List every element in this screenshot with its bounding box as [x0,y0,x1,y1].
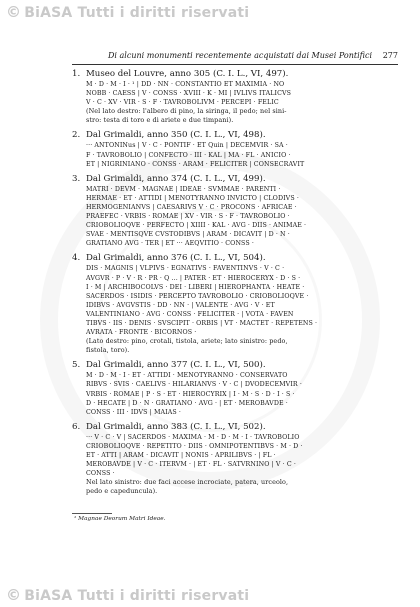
inscription-line: DIS · MAGNIS | VLPIVS · EGNATIVS · FAVENTINVS · V · C · [86,265,285,273]
header-rule [72,64,398,65]
inscription-line: CRIOBOLIOQVE · PERFECTO | XIIII · KAL · AVG · DIIS · ANIMAE · [86,222,307,230]
inscription-line: Nel lato sinistro: due faci accese incrociate, patera, urceolo, [86,478,289,487]
entry-heading [72,360,398,371]
inscription-line: VALENTINIANO · AVG · CONSS · FELICITER · | VOTA · FAVEN [86,310,294,318]
entry-title: Dal Grimaldi, anno 383 (C. I. L., VI, 502). [86,421,266,432]
inscription-line: stro: testa di toro e di ariete e due timpani). [86,116,234,125]
entry-heading [72,130,398,141]
copyright-icon: © [6,3,22,21]
entry-heading [72,422,398,433]
entry-heading [72,174,398,185]
inscription-line: ET | NIGRINIANO · CONSS · ARAM · FELICITER | CONSECRAVIT [86,160,305,168]
inscription-line: HERMOGENIANVS | CAESARIVS V · C · PROCONS · AFRICAE · [86,203,297,211]
entry-number: 3. [72,173,81,184]
inscription-line: I · M | ARCHIBOCOLVS · DEI · LIBERI | HIEROPHANTA · HEATE · [86,283,305,291]
inscription-line: GRATIANO AVG · TER | ET ··· AEQVITIO · CONSS · [86,240,254,248]
entry-number: 5. [72,360,81,371]
entry-number: 1. [72,69,81,79]
watermark-top [6,3,249,21]
entry-title: Dal Grimaldi, anno 350 (C. I. L., VI, 498). [86,130,266,141]
inscription-list [72,69,398,501]
inscription-entry [72,130,398,168]
inscription-line: PRAEFEC · VRBIS · ROMAE | XV · VIR · S · F · TAVROBOLIO · [86,213,290,221]
inscription-line: AVRATA · FRONTE · BICORNOS · [86,329,197,337]
inscription-line: SACERDOS · ISIDIS · PERCEPTO TAVROBOLIO · CRIOBOLIOQVE · [86,292,309,300]
entry-heading [72,253,398,264]
entry-number: 6. [72,421,81,432]
inscription-entry [72,174,398,249]
entry-title: Dal Grimaldi, anno 376 (C. I. L., VI, 504). [86,253,266,264]
inscription-line: pedo e capeduncula). [86,487,158,496]
inscription-line: M · D · M · I · ET · ATTIDI · MENOTYRANNO · CONSERVATO [86,372,288,380]
inscription-line: F · TAVROBOLIO | CONFECTO · III · KAL | MA · FL · ANICIO · [86,151,291,159]
inscription-line: (Nel lato destro: l'albero di pino, la siringa, il pedo; nel sini- [86,107,287,116]
watermark-text: BiASA Tutti i diritti riservati [24,588,250,604]
inscription-line: ··· V · C · V | SACERDOS · MAXIMA · M · D · M · I · TAVROBOLIO [86,433,300,441]
inscription-line: D · HECATE | D · N · GRATIANO · AVG · | ET · MEROBAVDE · [86,399,288,407]
inscription-line: M · D · M · I · ¹ | DD · NN · CONSTANTIO ET MAXIMIA · NO [86,81,285,88]
inscription-line: fistola, toro). [86,346,130,355]
entry-heading [72,69,398,80]
entry-number: 4. [72,253,81,264]
inscription-line: TIBVS · IIS · DENIS · SVSCIPIT · ORBIS | VT · MACTET · REPETENS · [86,319,318,327]
inscription-line: (Lato destro: pino, crotali, tistola, ariete; lato sinistro: pedo, [86,337,288,346]
inscription-line: CRIOBOLIOQVE · REPETITO · DIIS · OMNIPOTENTIBVS · M · D · [86,442,303,450]
inscription-line: NOBB · CAESS | V · CONSS · XVIII · K · MI | IVLIVS ITALICVS [86,90,292,98]
inscription-line: MATRI · DEVM · MAGNAE | IDEAE · SVMMAE · PARENTI · [86,185,281,193]
entry-title: Dal Grimaldi, anno 377 (C. I. L., VI, 500). [86,360,266,371]
entry-title: Museo del Louvre, anno 305 (C. I. L., VI, 497). [86,69,289,79]
inscription-line: CONSS · [86,470,115,478]
running-title: Di alcuni monumenti recentemente acquistati dai Musei Pontifici [108,51,373,60]
inscription-line: MEROBAVDE | V · C · ITERVM · | ET · FL · SATVRNINO | V · C · [86,461,296,469]
running-header [108,51,398,63]
page-number: 277 [382,51,398,60]
entry-number: 2. [72,130,81,141]
inscription-line: SVAE · MENTISQVE CVSTODIBVS | ARAM · DICAVIT | D · N · [86,231,290,239]
inscription-line: ET · ATTI | ARAM · DICAVIT | NONIS · APRILIBVS · | FL · [86,452,276,459]
inscription-line: ··· ANTONINus | V · C · PONTIF · ET Quin | DECEMVIR · SA · [86,142,288,150]
inscription-line: AVGVR · P · V · R · PR · Q ... | PATER · ET · HIEROCERYX · D · S · [86,274,301,282]
inscription-line: IDIBVS · AVGVSTIS · DD · NN · | VALENTE · AVG · V · ET [86,301,275,309]
inscription-entry [72,360,398,416]
entry-title: Dal Grimaldi, anno 374 (C. I. L., VI, 499). [86,173,266,184]
inscription-line: V · C · XV · VIR · S · F · TAVROBOLIVM · PERCEPI · FELIC [86,99,279,107]
inscription-line: CONSS · III · IDVS | MAIAS · [86,408,182,416]
copyright-icon: © [6,586,22,604]
inscription-entry [72,253,398,355]
inscription-entry [72,69,398,125]
inscription-line: HERMAE · ET · ATTIDI | MENOTYRANNO INVICTO | CLODIVS · [86,194,299,202]
footnote-rule [72,513,112,514]
inscription-line: VRBIS · ROMAE | P · S · ET · HIEROCYRIX | I · M · S · D · I · S · [86,390,295,398]
footnote: ¹ Magnae Deorum Matri Ideae. [74,516,166,522]
inscription-entry [72,422,398,497]
inscription-line: RIBVS · SVIS · CAELIVS · HILARIANVS · V · C | DVODECEMVIR · [86,381,302,389]
watermark-bottom [6,586,249,604]
watermark-text: BiASA Tutti i diritti riservati [24,5,250,21]
